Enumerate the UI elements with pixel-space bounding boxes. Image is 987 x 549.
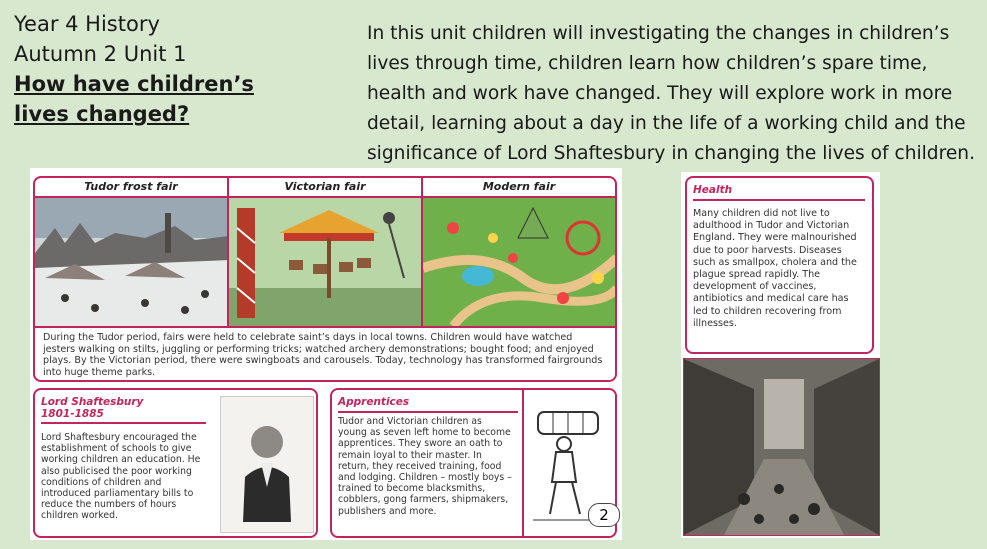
lord-description: Lord Shaftesbury encouraged the establishment of schools to give working children an education. He also publicised the poor working conditions of children and introduced parliamentary bills to reduce the numbers of hours children worked.	[41, 432, 201, 522]
health-description: Many children did not live to adulthood in Tudor and Victorian England. They were malnourished due to poor harvests. Diseases such as smallpox, cholera and the plague spread rapidly. The development of vaccines, antibiotics and medical care has led to children recovering from illnesses.	[693, 208, 857, 329]
health-panel	[681, 172, 880, 538]
knowledge-organiser-sheet	[30, 168, 622, 540]
page-number: 2	[588, 503, 620, 527]
apprentices-card	[330, 388, 617, 538]
fairs-description: During the Tudor period, fairs were held to celebrate saint’s days in local towns. Children would have watched jesters walking on stilts, juggling or performing tricks; watched archery demonstrations; bought food; and enjoyed plays. By the Victorian period, there were swingboats and carousels. Today, technology has transformed fairgrounds into huge theme parks.	[35, 326, 615, 382]
intro-paragraph: In this unit children will investigating the changes in children’s lives through time, children learn how children’s spare time, health and work have changed. They will explore work in more detail, learning about a day in the life of a working child and the significance of Lord Shaftesbury in changing the lives of children.	[367, 23, 975, 164]
victorian-fair-image	[229, 198, 423, 326]
victorian-street-engraving	[683, 358, 880, 536]
modern-fair-image	[423, 198, 615, 326]
lord-dates: 1801-1885	[41, 408, 104, 420]
lord-shaftesbury-card	[33, 388, 318, 538]
apprentices-title: Apprentices	[338, 396, 518, 413]
tudor-frost-fair-image	[35, 198, 229, 326]
lord-shaftesbury-portrait	[220, 396, 314, 533]
health-card	[685, 176, 874, 354]
apprentices-divider	[522, 390, 524, 538]
lord-title: Lord Shaftesbury	[41, 396, 144, 408]
fair-heading-tudor: Tudor frost fair	[35, 178, 229, 196]
fairs-card	[33, 176, 617, 382]
page-title: How have children’s lives changed?	[14, 72, 254, 126]
health-title: Health	[693, 184, 865, 201]
fair-heading-victorian: Victorian fair	[229, 178, 423, 196]
year-label: Year 4 History	[14, 12, 160, 36]
apprentices-description: Tudor and Victorian children as young as seven left home to become apprentices. They swore an oath to remain loyal to their master. In return, they received training, food and lodging. Children – mostly boys – trained to become blacksmiths, cobblers, gong farmers, shipmakers, publishers and more.	[338, 416, 512, 517]
header	[14, 9, 254, 129]
fair-heading-modern: Modern fair	[482, 180, 556, 193]
unit-label: Autumn 2 Unit 1	[14, 42, 187, 66]
